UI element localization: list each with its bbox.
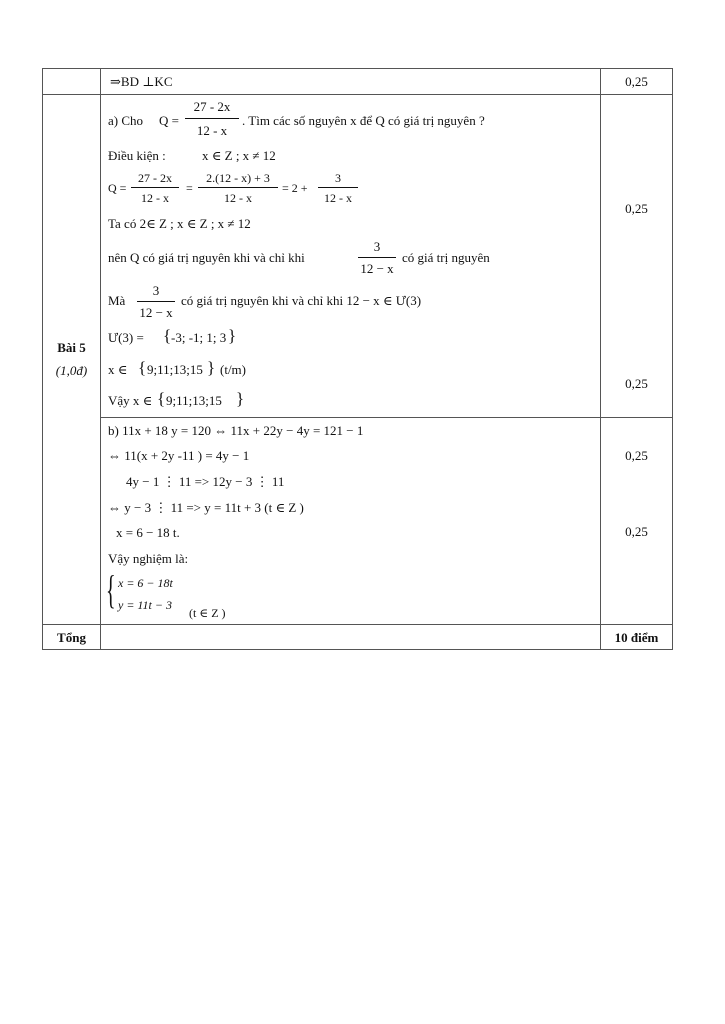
system-condition: (t ∈ Z ) [189,606,226,620]
x-set-values: 9;11;13;15 [147,362,203,377]
part-b-score-1: 0,25 [625,448,648,463]
system-equation-1: x = 6 − 18t [118,576,173,590]
fraction-numerator: 3 [152,283,160,298]
fraction-denominator: 12 − x [360,261,394,276]
vay-set-values: 9;11;13;15 [166,393,222,408]
table-rule [42,68,673,69]
table-rule [42,624,673,625]
ma-line-suffix: có giá trị nguyên khi và chỉ khi 12 − x ∈ Ư(3) [181,293,422,308]
row-top-line: ⇒BD ⊥KC [110,74,173,89]
right-brace-icon: } [207,358,216,377]
q-definition-fraction [185,100,239,140]
fraction-denominator: 12 - x [224,191,252,205]
fraction-numerator: 2.(12 - x) + 3 [206,171,270,185]
left-brace-icon: { [157,389,166,408]
x-set-note: (t/m) [220,362,246,377]
nen-fraction [358,240,396,278]
total-label: Tổng [57,630,86,645]
part-b-line-6: Vậy nghiệm là: [108,551,189,566]
x-set-lhs: x ∈ [108,362,128,377]
equation-equals: = [186,181,193,195]
part-b-line-5: x = 6 − 18 t. [116,525,180,540]
right-brace-icon: } [236,389,245,408]
part-a-score-1: 0,25 [625,201,648,216]
condition-label: Điều kiện : [108,148,166,163]
right-brace-icon: } [228,326,237,345]
table-rule [600,68,601,650]
fraction-denominator: 12 - x [196,123,228,138]
part-a-prefix: a) Cho [108,113,144,128]
fraction-bar [358,257,396,258]
equation-middle: = 2 + [282,181,308,195]
fraction-bar [318,187,358,188]
fraction-denominator: 12 − x [139,305,173,320]
fraction-numerator: 3 [335,171,341,185]
part-b-line-2: ⇔ 11(x + 2y -11 ) = 4y − 1 [108,448,250,463]
answer-table [42,68,673,650]
table-rule [100,68,101,650]
fraction-bar [137,301,175,302]
left-brace-icon: { [138,358,147,377]
table-rule [100,417,673,418]
table-rule [42,94,673,95]
equation-lhs: Q = [108,181,127,195]
table-rule [42,68,43,650]
fraction-denominator: 12 - x [141,191,169,205]
q-definition-lhs: Q = [159,113,179,128]
table-rule [42,649,673,650]
part-a-question: . Tìm các số nguyên x để Q có giá trị nguyên ? [242,113,485,128]
part-b-score-2: 0,25 [625,524,648,539]
row-top-score: 0,25 [625,74,648,89]
part-b-line-4: ⇔ y − 3 ⋮ 11 => y = 11t + 3 (t ∈ Z ) [108,500,304,515]
fraction-bar [185,118,239,119]
ma-fraction [137,284,175,322]
uoc-lhs: Ư(3) = [108,330,144,345]
fraction-denominator: 12 - x [324,191,352,205]
fraction-bar [131,187,179,188]
fraction-numerator: 27 - 2x [138,171,172,185]
equation-fraction-3 [318,172,358,206]
total-score: 10 điểm [614,630,659,645]
equation-fraction-1 [131,172,179,206]
ma-line-prefix: Mà [108,293,126,308]
fraction-numerator: 3 [373,239,381,254]
ta-co-line: Ta có 2∈ Z ; x ∈ Z ; x ≠ 12 [108,216,251,231]
part-b-line-1: b) 11x + 18 y = 120 ⇔ 11x + 22y − 4y = 121 − 1 [108,423,364,438]
uoc-set: -3; -1; 1; 3 [171,330,227,345]
vay-lhs: Vậy x ∈ [108,393,153,408]
left-brace-icon: { [163,326,172,345]
fraction-bar [198,187,278,188]
exercise-points: (1,0đ) [55,363,88,378]
fraction-numerator: 27 - 2x [193,99,231,114]
table-rule [672,68,673,650]
part-b-line-3: 4y − 1 ⋮ 11 => 12y − 3 ⋮ 11 [126,474,285,489]
equation-fraction-2 [198,172,278,206]
nen-line-suffix: có giá trị nguyên [402,250,490,265]
exercise-title: Bài 5 [57,340,86,355]
system-equation-2: y = 11t − 3 [118,598,172,612]
system-brace-icon: { [106,567,116,612]
nen-line-prefix: nên Q có giá trị nguyên khi và chỉ khi [108,250,305,265]
condition-value: x ∈ Z ; x ≠ 12 [202,148,276,163]
part-a-score-2: 0,25 [625,376,648,391]
